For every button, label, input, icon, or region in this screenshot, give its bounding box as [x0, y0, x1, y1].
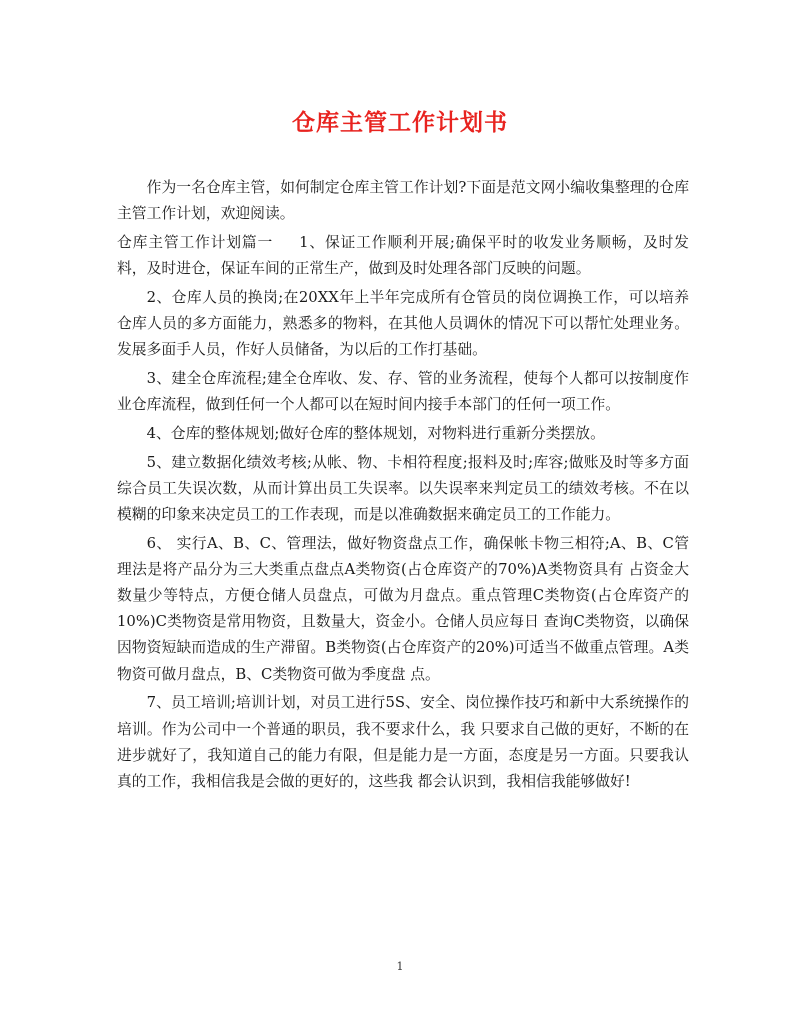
intro-paragraph: 作为一名仓库主管，如何制定仓库主管工作计划?下面是范文网小编收集整理的仓库主管工作计划，欢迎阅读。: [117, 179, 689, 223]
first-item-text: 1、保证工作顺利开展;确保平时的收发业务顺畅，及时发料，及时进仓，保证车间的正常生产，做到及时处理各部门反映的问题。: [117, 233, 689, 278]
document-body: [117, 175, 689, 798]
document-title: 仓库主管工作计划书: [292, 110, 508, 136]
list-item: 4、仓库的整体规划;做好仓库的整体规划，对物料进行重新分类摆放。: [146, 424, 605, 442]
list-item: 3、建全仓库流程;建全仓库收、发、存、管的业务流程，使每个人都可以按制度作业仓库流程，做到任何一个人都可以在短时间内接手本部门的任何一项工作。: [117, 369, 689, 414]
section-heading: 仓库主管工作计划篇一: [117, 233, 274, 251]
section-paragraph: [117, 230, 689, 282]
list-item: 6、 实行A、B、C、管理法，做好物资盘点工作，确保帐卡物三相符;A、B、C管理法是将产品分为三大类重点盘点A类物资(占仓库资产的70%)A类物资具有 占资金大数量少等特点，方便仓储人员盘点，可做为月盘点。重点管理C类物资(占仓库资产的10%)C类物资是常用物资，且数量大，资金小。仓储人员应每日 查询C类物资，以确保因物资短缺而造成的生产滞留。B类物资(占仓库资产的20%)可适当不做重点管理。A类物资可做月盘点，B、C类物资可做为季度盘 点。: [117, 534, 689, 683]
list-item: 2、仓库人员的换岗;在20XX年上半年完成所有仓管员的岗位调换工作，可以培养仓库人员的多方面能力，熟悉多的物料，在其他人员调休的情况下可以帮忙处理业务。发展多面手人员，作好人员储备，为以后的工作打基础。: [117, 288, 689, 359]
list-item: 7、员工培训;培训计划，对员工进行5S、安全、岗位操作技巧和新中大系统操作的培训。作为公司中一个普通的职员，我不要求什么，我 只要求自己做的更好，不断的在进步就好了，我知道自己的能力有限，但是能力是一方面，态度是另一方面。只要我认真的工作，我相信我是会做的更好的，这些我 都会认识到，我相信我能够做好!: [117, 694, 689, 790]
list-item: 5、建立数据化绩效考核;从帐、物、卡相符程度;报料及时;库容;做账及时等多方面综合员工失误次数，从而计算出员工失误率。以失误率来判定员工的绩效考核。不在以模糊的印象来决定员工的工作表现，而是以准确数据来确定员工的工作能力。: [117, 453, 689, 523]
page-number: 1: [396, 960, 404, 973]
